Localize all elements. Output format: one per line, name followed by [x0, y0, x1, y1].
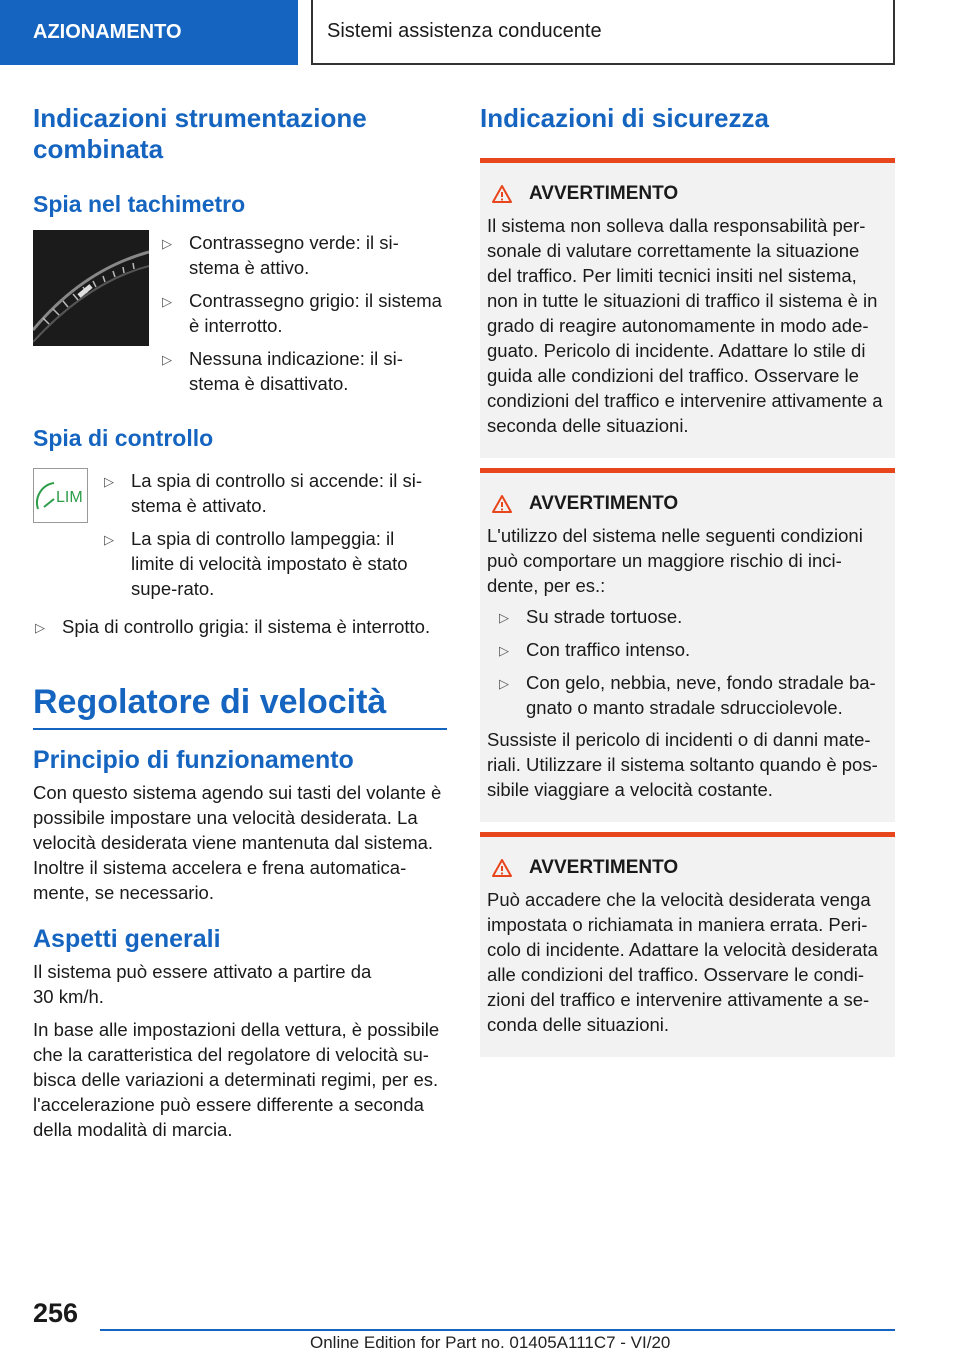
lim-label: LIM: [56, 489, 83, 506]
list-item: ▷ Contrassegno verde: il si-stema è attivo.: [162, 232, 399, 278]
page-number: 256: [33, 1298, 79, 1328]
heading-control-light: Spia di controllo: [33, 425, 214, 451]
chapter-label: Sistemi assistenza conducente: [327, 20, 602, 42]
lim-indicator-icon: [33, 468, 88, 523]
warning-triangle-icon: [491, 494, 513, 514]
warning-title: AVVERTIMENTO: [529, 183, 679, 204]
speedometer-image: [33, 230, 149, 346]
left-column: [33, 103, 447, 1142]
warning-triangle-icon: [491, 184, 513, 204]
speedometer-arc-icon: [33, 230, 149, 346]
heading-safety: Indicazioni di sicurezza: [480, 103, 769, 133]
warning-box: [480, 468, 895, 822]
triangle-bullet-icon: ▷: [104, 474, 114, 489]
general-paragraph-1: Il sistema può essere attivato a partire da 30 km/h.: [33, 961, 372, 1007]
general-paragraph-2: In base alle impostazioni della vettura, è possibile che la caratteristica del regolatore di velocità su-bisca delle variazioni a determinati regimi, per es. l'accelerazione può essere differente a seconda della modalità di marcia.: [33, 1019, 440, 1140]
heading-general: Aspetti generali: [33, 925, 221, 953]
section-tab: [0, 0, 298, 65]
chapter-header: [311, 0, 895, 65]
footer-divider: [100, 1329, 895, 1331]
triangle-bullet-icon: ▷: [499, 610, 509, 625]
triangle-bullet-icon: ▷: [162, 294, 172, 309]
warning-text: Il sistema non solleva dalla responsabilità per-sonale di valutare correttamente la situazione del traffico. Per limiti tecnici insiti nel sistema, non in tutte le situazioni di traffico il sistema è in grado di reagire autonomamente in modo ade-guato. Pericolo di incidente. Adattare lo stile di guida alle condizioni del traffico. Osservare le condizioni del traffico e intervenire attivamente a seconda delle situazioni.: [487, 215, 883, 436]
list-item: ▷ Spia di controllo grigia: il sistema è interrotto.: [33, 614, 447, 640]
list-item: ▷ Su strade tortuose.: [497, 604, 887, 630]
list-item: ▷ La spia di controllo lampeggia: il limite di velocità impostato è stato supe-rato.: [104, 528, 408, 599]
warning-text: L'utilizzo del sistema nelle seguenti condizioni può comportare un maggiore rischio di inci-dente, per es.:: [487, 525, 863, 596]
triangle-bullet-icon: ▷: [35, 620, 45, 635]
section-divider: [33, 728, 447, 730]
triangle-bullet-icon: ▷: [104, 532, 114, 547]
warning-text: Può accadere che la velocità desiderata venga impostata o richiamata in maniera errata. Peri-colo di incidente. Adattare la velocità desiderata alle condizioni del traffico. Osservare le condi-zioni del traffico e intervenire attivamente a se-conda delle situazioni.: [487, 889, 878, 1035]
warning-title: AVVERTIMENTO: [529, 493, 679, 514]
principle-paragraph: Con questo sistema agendo sui tasti del volante è possibile impostare una velocità desiderata. La velocità desiderata viene mantenuta dal sistema. Inoltre il sistema accelera e frena automatica-mente, se necessario.: [33, 782, 442, 903]
warning-title: AVVERTIMENTO: [529, 857, 679, 878]
list-item: ▷ La spia di controllo si accende: il si-stema è attivato.: [104, 470, 423, 516]
right-column: [480, 103, 895, 1057]
heading-instrument: Indicazioni strumentazione combinata: [33, 103, 367, 164]
triangle-bullet-icon: ▷: [499, 643, 509, 658]
heading-speedometer: Spia nel tachimetro: [33, 191, 246, 217]
heading-cruise-control: Regolatore di velocità: [33, 683, 387, 721]
warning-box: [480, 158, 895, 458]
list-item: ▷ Nessuna indicazione: il si-stema è disattivato.: [162, 348, 403, 394]
triangle-bullet-icon: ▷: [499, 676, 509, 691]
triangle-bullet-icon: ▷: [162, 352, 172, 367]
warning-triangle-icon: [491, 858, 513, 878]
heading-principle: Principio di funzionamento: [33, 746, 354, 774]
list-item: ▷ Contrassegno grigio: il sistema è interrotto.: [162, 290, 442, 336]
triangle-bullet-icon: ▷: [162, 236, 172, 251]
warning-box: [480, 832, 895, 1057]
list-item: ▷ Con gelo, nebbia, neve, fondo stradale ba-gnato o manto stradale sdrucciolevole.: [499, 672, 876, 718]
warning-text-after: Sussiste il pericolo di incidenti o di danni mate-riali. Utilizzare il sistema soltanto quando è pos-sibile viaggiare a velocità costante.: [487, 729, 878, 800]
edition-text: Online Edition for Part no. 01405A111C7 - VI/20: [310, 1333, 671, 1352]
section-label: AZIONAMENTO: [33, 21, 182, 43]
list-item: ▷ Con traffico intenso.: [497, 637, 887, 663]
